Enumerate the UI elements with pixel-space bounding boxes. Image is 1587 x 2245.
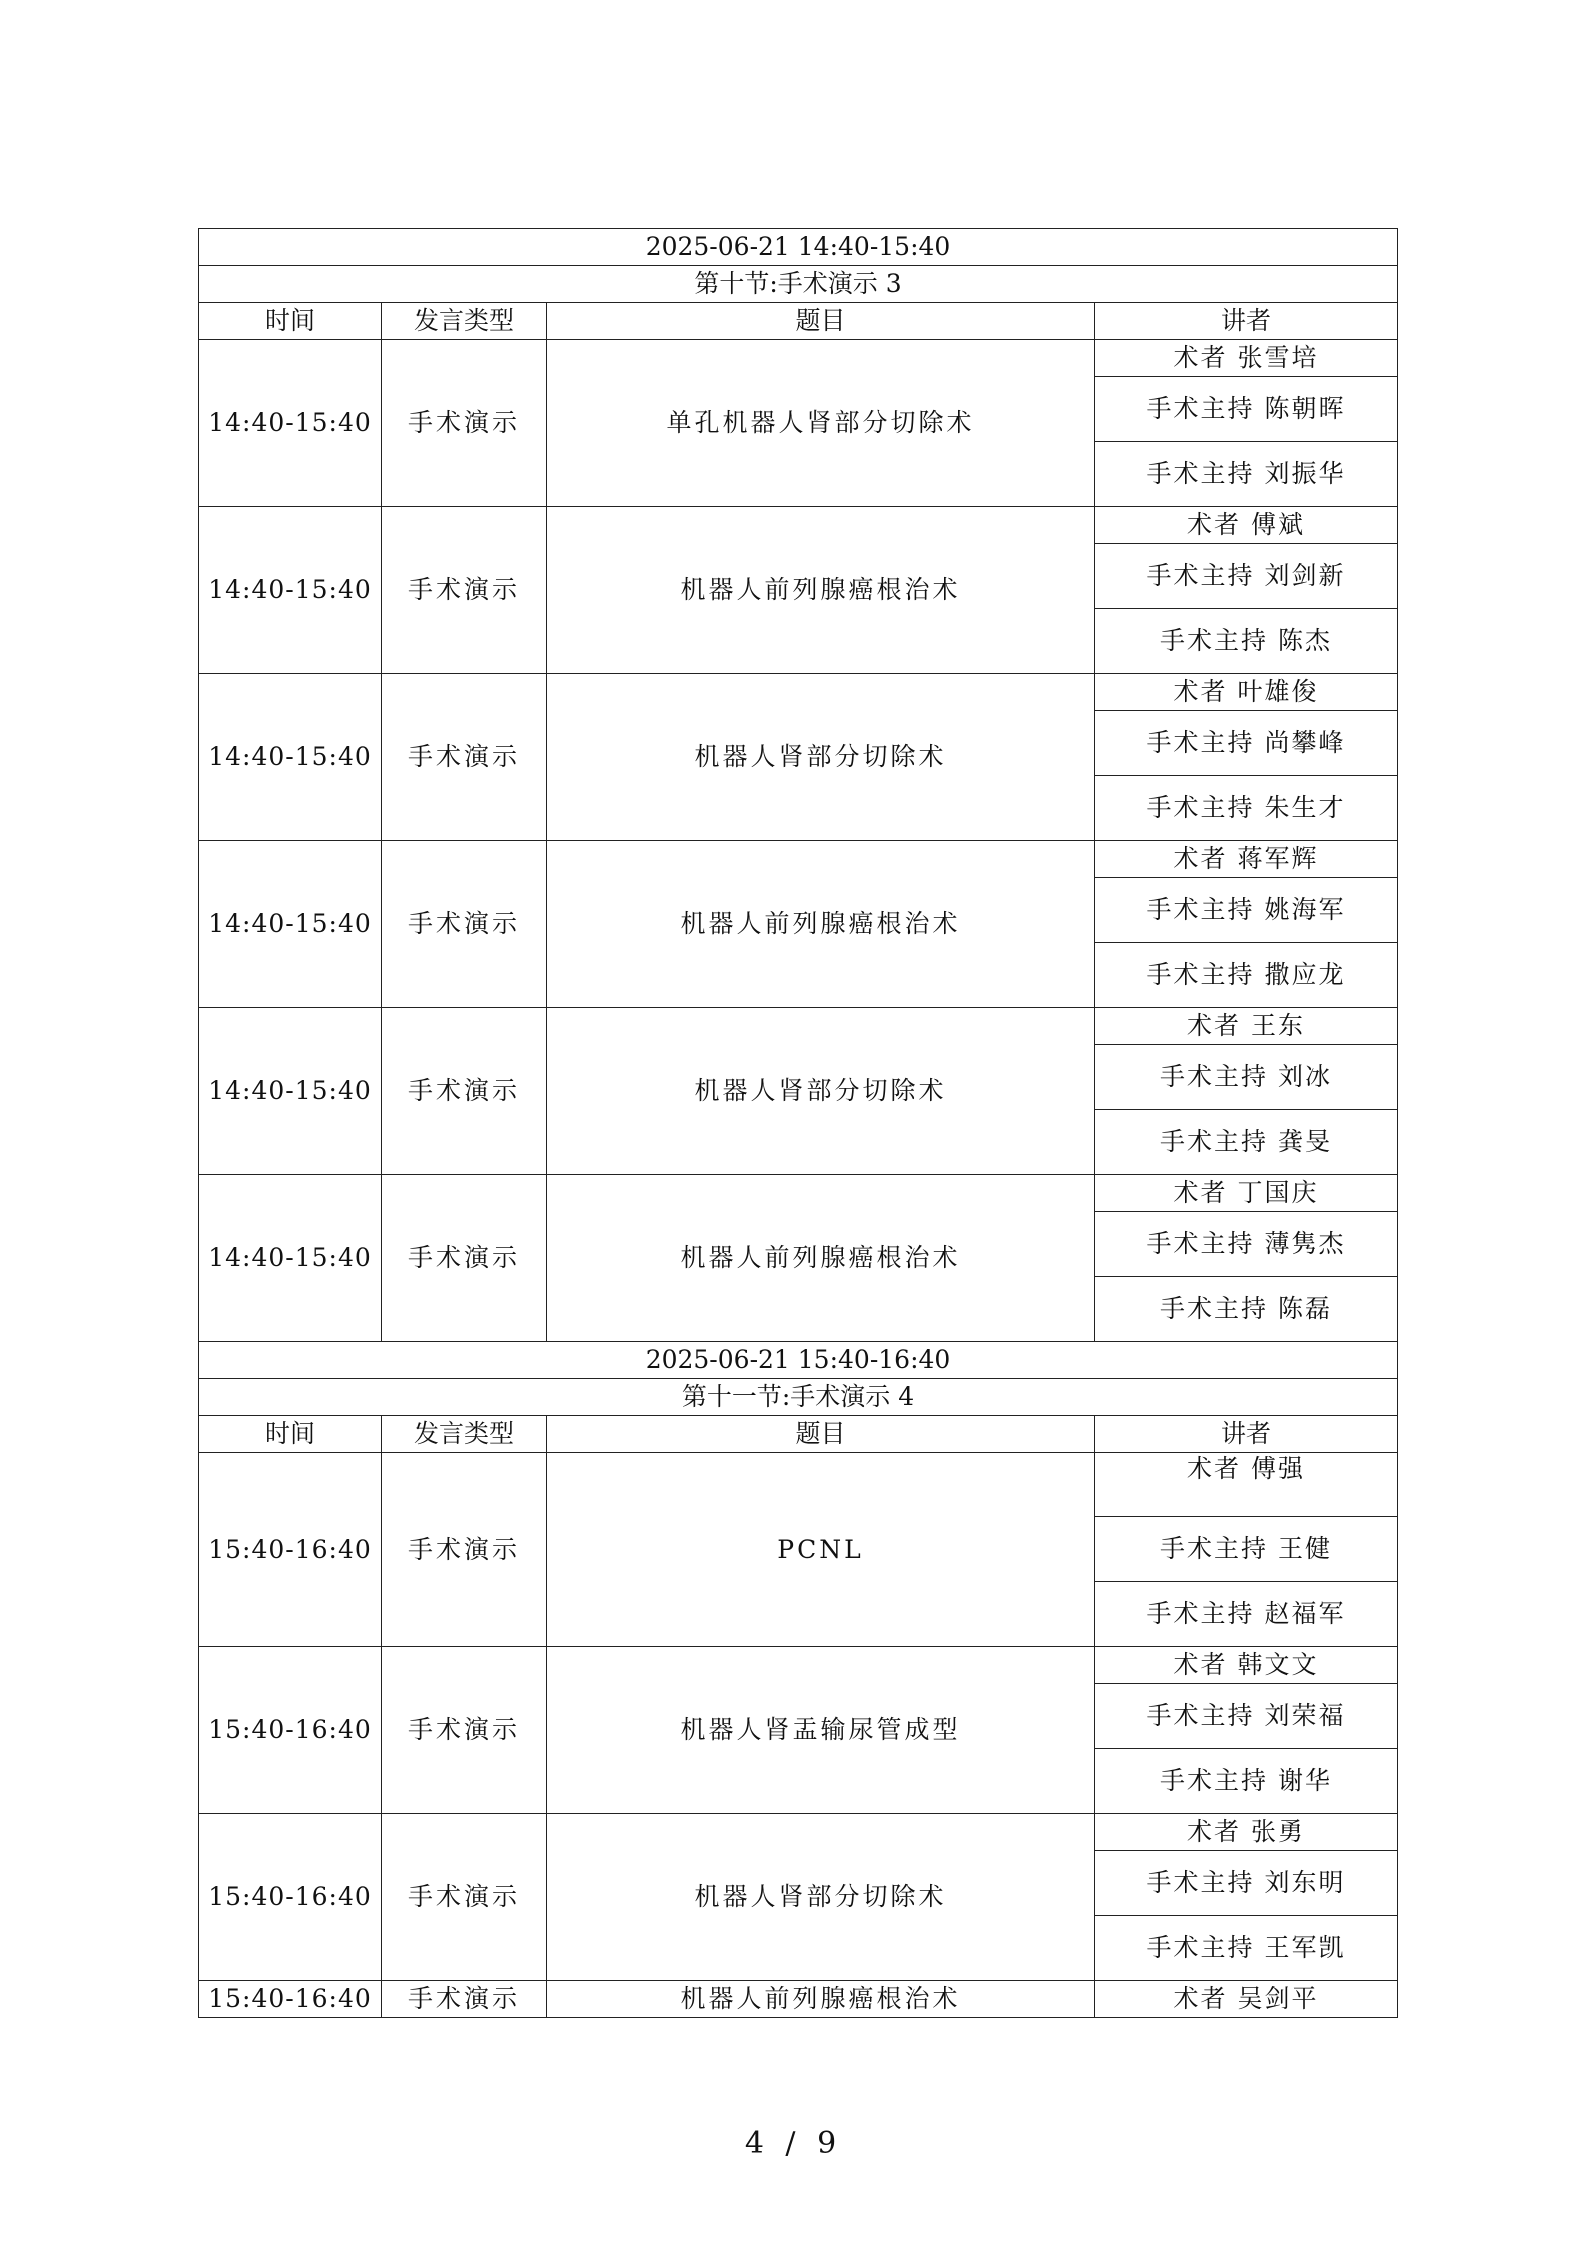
- speaker-cell: 术者 蒋军辉: [1095, 841, 1398, 878]
- column-header-row: [199, 303, 1398, 340]
- table-row: [199, 841, 1398, 878]
- topic-cell: 机器人肾部分切除术: [547, 1008, 1095, 1175]
- speaker-cell: 手术主持 姚海军: [1095, 878, 1398, 943]
- speaker-cell: 手术主持 刘东明: [1095, 1851, 1398, 1916]
- speaker-cell: 手术主持 陈磊: [1095, 1277, 1398, 1342]
- speaker-cell: 术者 丁国庆: [1095, 1175, 1398, 1212]
- table-row: [199, 674, 1398, 711]
- type-cell: 手术演示: [382, 1453, 547, 1647]
- speaker-cell: 手术主持 王军凯: [1095, 1916, 1398, 1981]
- type-cell: 手术演示: [382, 1647, 547, 1814]
- speaker-cell: 手术主持 谢华: [1095, 1749, 1398, 1814]
- table-row: [199, 507, 1398, 544]
- session-title: 第十一节:手术演示 4: [199, 1379, 1398, 1416]
- speaker-cell: 手术主持 刘振华: [1095, 442, 1398, 507]
- column-header-row: [199, 1416, 1398, 1453]
- table-row: [199, 1008, 1398, 1045]
- topic-cell: 机器人前列腺癌根治术: [547, 841, 1095, 1008]
- schedule-table: [198, 228, 1398, 2018]
- time-cell: 15:40-16:40: [199, 1647, 382, 1814]
- topic-cell: 机器人前列腺癌根治术: [547, 1981, 1095, 2018]
- speaker-cell: 术者 张勇: [1095, 1814, 1398, 1851]
- speaker-cell: 手术主持 朱生才: [1095, 776, 1398, 841]
- table-row: [199, 1814, 1398, 1851]
- topic-cell: 机器人肾盂输尿管成型: [547, 1647, 1095, 1814]
- header-topic: 题目: [547, 303, 1095, 340]
- header-speaker: 讲者: [1095, 1416, 1398, 1453]
- speaker-cell: 术者 韩文文: [1095, 1647, 1398, 1684]
- type-cell: 手术演示: [382, 1008, 547, 1175]
- topic-cell: 机器人前列腺癌根治术: [547, 507, 1095, 674]
- header-time: 时间: [199, 303, 382, 340]
- time-cell: 14:40-15:40: [199, 340, 382, 507]
- speaker-cell: 手术主持 陈杰: [1095, 609, 1398, 674]
- speaker-cell: 手术主持 刘剑新: [1095, 544, 1398, 609]
- type-cell: 手术演示: [382, 1814, 547, 1981]
- table-row: [199, 1647, 1398, 1684]
- session-date: 2025-06-21 14:40-15:40: [199, 229, 1398, 266]
- time-cell: 15:40-16:40: [199, 1814, 382, 1981]
- session-date: 2025-06-21 15:40-16:40: [199, 1342, 1398, 1379]
- header-type: 发言类型: [382, 303, 547, 340]
- topic-cell: 机器人肾部分切除术: [547, 1814, 1095, 1981]
- table-row: [199, 340, 1398, 377]
- page-number: 4 / 9: [744, 2126, 843, 2161]
- speaker-cell: 手术主持 龚旻: [1095, 1110, 1398, 1175]
- time-cell: 14:40-15:40: [199, 841, 382, 1008]
- speaker-cell: 术者 叶雄俊: [1095, 674, 1398, 711]
- speaker-cell: 手术主持 刘冰: [1095, 1045, 1398, 1110]
- speaker-cell: 手术主持 尚攀峰: [1095, 711, 1398, 776]
- topic-cell: 机器人前列腺癌根治术: [547, 1175, 1095, 1342]
- speaker-cell: 术者 张雪培: [1095, 340, 1398, 377]
- type-cell: 手术演示: [382, 340, 547, 507]
- speaker-cell: 术者 吴剑平: [1095, 1981, 1398, 2018]
- speaker-cell: 手术主持 撒应龙: [1095, 943, 1398, 1008]
- speaker-cell: 手术主持 赵福军: [1095, 1582, 1398, 1647]
- topic-cell: PCNL: [547, 1453, 1095, 1647]
- speaker-cell: 术者 傅斌: [1095, 507, 1398, 544]
- time-cell: 14:40-15:40: [199, 1008, 382, 1175]
- topic-cell: 单孔机器人肾部分切除术: [547, 340, 1095, 507]
- speaker-cell: 术者 王东: [1095, 1008, 1398, 1045]
- type-cell: 手术演示: [382, 674, 547, 841]
- time-cell: 14:40-15:40: [199, 507, 382, 674]
- header-time: 时间: [199, 1416, 382, 1453]
- header-type: 发言类型: [382, 1416, 547, 1453]
- time-cell: 14:40-15:40: [199, 1175, 382, 1342]
- header-speaker: 讲者: [1095, 303, 1398, 340]
- type-cell: 手术演示: [382, 507, 547, 674]
- speaker-cell: 手术主持 王健: [1095, 1517, 1398, 1582]
- type-cell: 手术演示: [382, 1175, 547, 1342]
- header-topic: 题目: [547, 1416, 1095, 1453]
- table-row: [199, 1175, 1398, 1212]
- type-cell: 手术演示: [382, 841, 547, 1008]
- type-cell: 手术演示: [382, 1981, 547, 2018]
- speaker-cell: 术者 傅强: [1095, 1453, 1398, 1517]
- time-cell: 15:40-16:40: [199, 1981, 382, 2018]
- speaker-cell: 手术主持 陈朝晖: [1095, 377, 1398, 442]
- time-cell: 15:40-16:40: [199, 1453, 382, 1647]
- speaker-cell: 手术主持 刘荣福: [1095, 1684, 1398, 1749]
- table-row: [199, 1981, 1398, 2018]
- table-row: [199, 1453, 1398, 1517]
- speaker-cell: 手术主持 薄隽杰: [1095, 1212, 1398, 1277]
- session-title: 第十节:手术演示 3: [199, 266, 1398, 303]
- time-cell: 14:40-15:40: [199, 674, 382, 841]
- topic-cell: 机器人肾部分切除术: [547, 674, 1095, 841]
